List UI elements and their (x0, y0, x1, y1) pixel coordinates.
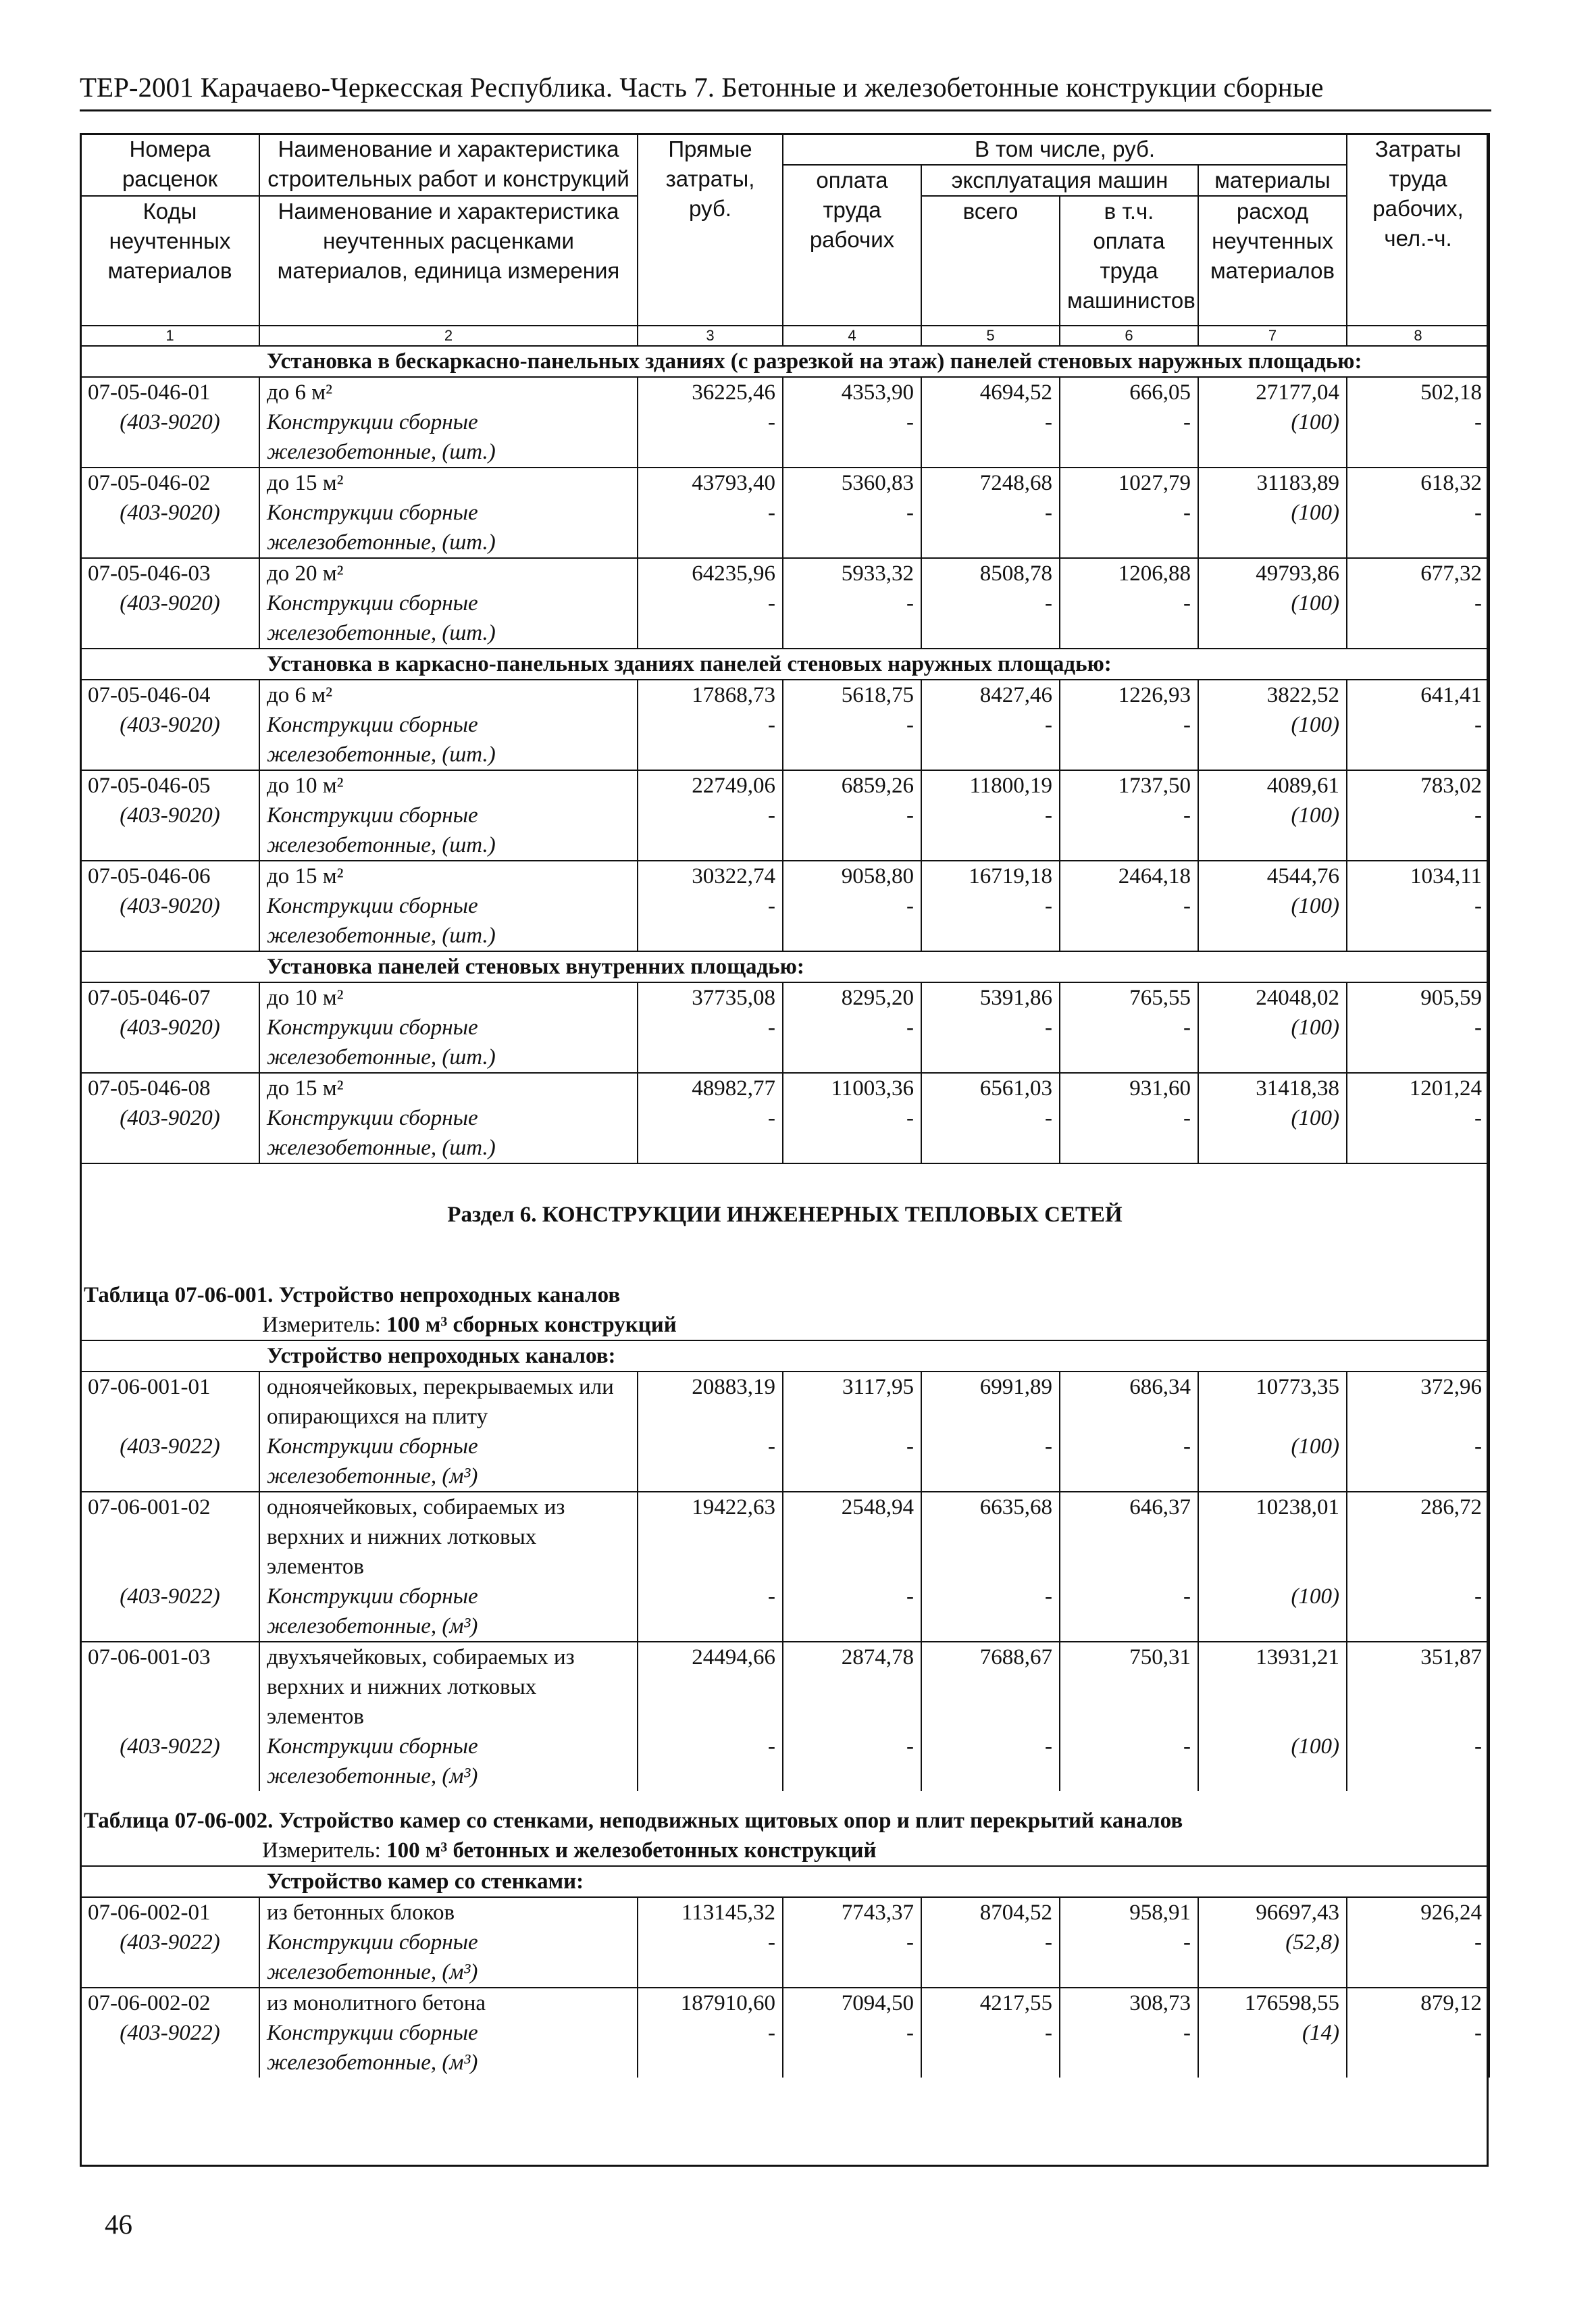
running-header: ТЕР-2001 Карачаево-Черкесская Республика. Часть 7. Бетонные и железобетонные конструкции сборные (80, 68, 1491, 111)
page-number: 46 (105, 2209, 132, 2240)
rate-value: 64235,96 (638, 558, 783, 588)
material-value: (100) (1198, 801, 1347, 861)
rate-value: 24048,02 (1198, 982, 1347, 1013)
material-value: - (1060, 1013, 1198, 1073)
material-value: - (783, 407, 921, 468)
material-value: - (921, 407, 1060, 468)
rate-value: 6859,26 (783, 770, 921, 801)
material-value: - (1347, 498, 1489, 558)
material-code: (403-9020) (80, 891, 259, 951)
rate-value: 22749,06 (638, 770, 783, 801)
rate-code: 07-06-002-02 (80, 1988, 259, 2018)
material-value: (100) (1198, 588, 1347, 649)
material-name: Конструкции сборные железобетонные, (шт.) (259, 891, 638, 951)
col-number: 1 (80, 326, 259, 346)
rate-value: 10773,35 (1198, 1372, 1347, 1432)
rate-value: 16719,18 (921, 861, 1060, 891)
material-value: - (1347, 407, 1489, 468)
rate-value: 1737,50 (1060, 770, 1198, 801)
col-number: 5 (921, 326, 1060, 346)
material-value: - (638, 710, 783, 770)
col-header-labor: Затраты труда рабочих, чел.-ч. (1347, 134, 1489, 326)
rate-value: 6561,03 (921, 1073, 1060, 1103)
rate-value: 37735,08 (638, 982, 783, 1013)
col-number: 7 (1198, 326, 1347, 346)
material-value: - (638, 1013, 783, 1073)
table-subtitle: Устройство непроходных каналов: (80, 1340, 1489, 1372)
material-value: - (921, 2018, 1060, 2078)
material-name: Конструкции сборные железобетонные, (м³) (259, 1432, 638, 1492)
rate-value: 4353,90 (783, 377, 921, 407)
material-value: - (921, 1103, 1060, 1163)
col-number: 3 (638, 326, 783, 346)
rate-value: 176598,55 (1198, 1988, 1347, 2018)
rate-value: 783,02 (1347, 770, 1489, 801)
rate-code: 07-05-046-04 (80, 680, 259, 710)
rate-value: 31183,89 (1198, 468, 1347, 498)
material-code: (403-9022) (80, 1928, 259, 1988)
material-value: - (921, 1432, 1060, 1492)
material-value: (100) (1198, 710, 1347, 770)
work-name: одноячейковых, собираемых из верхних и нижних лотковых элементов (259, 1492, 638, 1582)
rate-value: 641,41 (1347, 680, 1489, 710)
rate-code: 07-05-046-07 (80, 982, 259, 1013)
rate-value: 31418,38 (1198, 1073, 1347, 1103)
rate-value: 1206,88 (1060, 558, 1198, 588)
measure-line (80, 1310, 1489, 1340)
rate-value: 286,72 (1347, 1492, 1489, 1582)
rate-value: 2548,94 (783, 1492, 921, 1582)
material-value: - (1347, 1432, 1489, 1492)
work-name: до 6 м² (259, 377, 638, 407)
measure-label: Измеритель: (262, 1313, 387, 1337)
col-header-material-usage: расход неучтенных материалов (1198, 196, 1347, 326)
col-number: 2 (259, 326, 638, 346)
rate-value: 2874,78 (783, 1642, 921, 1732)
rate-value: 5618,75 (783, 680, 921, 710)
rate-value: 926,24 (1347, 1897, 1489, 1928)
material-value: - (638, 498, 783, 558)
rate-value: 750,31 (1060, 1642, 1198, 1732)
work-name: до 10 м² (259, 982, 638, 1013)
section6-heading: Раздел 6. КОНСТРУКЦИИ ИНЖЕНЕРНЫХ ТЕПЛОВЫХ СЕТЕЙ (80, 1163, 1489, 1265)
material-value: - (921, 801, 1060, 861)
rate-code: 07-06-002-01 (80, 1897, 259, 1928)
material-value: - (1347, 891, 1489, 951)
rate-value: 10238,01 (1198, 1492, 1347, 1582)
rate-value: 19422,63 (638, 1492, 783, 1582)
material-value: - (1347, 588, 1489, 649)
rate-value: 905,59 (1347, 982, 1489, 1013)
rate-value: 8427,46 (921, 680, 1060, 710)
material-value: - (638, 2018, 783, 2078)
material-value: - (783, 1732, 921, 1791)
rate-value: 11800,19 (921, 770, 1060, 801)
rate-value: 8295,20 (783, 982, 921, 1013)
material-value: (100) (1198, 407, 1347, 468)
work-name: до 10 м² (259, 770, 638, 801)
material-value: - (783, 801, 921, 861)
rate-code: 07-05-046-06 (80, 861, 259, 891)
rate-value: 187910,60 (638, 1988, 783, 2018)
col-header-direct-costs: Прямые затраты, руб. (638, 134, 783, 326)
col-header-work-name: Наименование и характеристика строительных работ и конструкций (259, 134, 638, 196)
rate-value: 7743,37 (783, 1897, 921, 1928)
material-value: - (921, 1732, 1060, 1791)
material-code: (403-9020) (80, 1013, 259, 1073)
rate-value: 765,55 (1060, 982, 1198, 1013)
work-name: до 6 м² (259, 680, 638, 710)
material-value: (100) (1198, 891, 1347, 951)
material-name: Конструкции сборные железобетонные, (м³) (259, 2018, 638, 2078)
rate-value: 6635,68 (921, 1492, 1060, 1582)
rate-code: 07-05-046-01 (80, 377, 259, 407)
material-value: - (783, 2018, 921, 2078)
col-header-wages: оплата труда рабочих (783, 165, 921, 326)
material-value: - (638, 1582, 783, 1642)
rate-value: 7094,50 (783, 1988, 921, 2018)
material-code: (403-9022) (80, 1582, 259, 1642)
material-code: (403-9020) (80, 498, 259, 558)
material-name: Конструкции сборные железобетонные, (шт.) (259, 801, 638, 861)
rate-value: 7688,67 (921, 1642, 1060, 1732)
material-name: Конструкции сборные железобетонные, (шт.) (259, 588, 638, 649)
work-name: из бетонных блоков (259, 1897, 638, 1928)
material-value: - (1347, 801, 1489, 861)
table-title: Таблица 07-06-001. Устройство непроходных каналов (80, 1265, 1489, 1310)
rate-code: 07-06-001-01 (80, 1372, 259, 1432)
rate-value: 4544,76 (1198, 861, 1347, 891)
rate-code: 07-06-001-03 (80, 1642, 259, 1732)
rate-value: 11003,36 (783, 1073, 921, 1103)
work-name: до 15 м² (259, 468, 638, 498)
material-value: - (638, 1103, 783, 1163)
rate-value: 1226,93 (1060, 680, 1198, 710)
material-code: (403-9020) (80, 710, 259, 770)
rate-value: 49793,86 (1198, 558, 1347, 588)
material-value: (100) (1198, 1013, 1347, 1073)
material-value: - (921, 1582, 1060, 1642)
price-table (80, 133, 1490, 2078)
col-number: 6 (1060, 326, 1198, 346)
rate-value: 1201,24 (1347, 1073, 1489, 1103)
rate-value: 1034,11 (1347, 861, 1489, 891)
material-name: Конструкции сборные железобетонные, (м³) (259, 1732, 638, 1791)
material-value: (100) (1198, 1103, 1347, 1163)
material-value: - (638, 891, 783, 951)
rate-value: 8508,78 (921, 558, 1060, 588)
measure-value: 100 м³ бетонных и железобетонных конструкций (386, 1838, 877, 1863)
section-title: Установка панелей стеновых внутренних площадью: (80, 951, 1489, 982)
material-value: (100) (1198, 1582, 1347, 1642)
material-name: Конструкции сборные железобетонные, (м³) (259, 1928, 638, 1988)
col-header-rate-numbers: Номера расценок (80, 134, 259, 196)
material-value: - (1060, 1582, 1198, 1642)
col-number: 4 (783, 326, 921, 346)
material-value: - (921, 1013, 1060, 1073)
rate-value: 3822,52 (1198, 680, 1347, 710)
rate-value: 48982,77 (638, 1073, 783, 1103)
rate-value: 677,32 (1347, 558, 1489, 588)
material-code: (403-9020) (80, 588, 259, 649)
rate-value: 17868,73 (638, 680, 783, 710)
work-name: одноячейковых, перекрываемых или опирающихся на плиту (259, 1372, 638, 1432)
section-title: Установка в бескаркасно-панельных зданиях (с разрезкой на этаж) панелей стеновых наружных площадью: (80, 346, 1489, 377)
material-name: Конструкции сборные железобетонные, (шт.) (259, 407, 638, 468)
rate-value: 931,60 (1060, 1073, 1198, 1103)
material-value: - (921, 1928, 1060, 1988)
material-value: - (921, 588, 1060, 649)
material-value: - (921, 891, 1060, 951)
work-name: из монолитного бетона (259, 1988, 638, 2018)
material-value: - (1347, 1582, 1489, 1642)
material-code: (403-9020) (80, 801, 259, 861)
col-header-machines: эксплуатация машин (921, 165, 1198, 196)
material-code: (403-9020) (80, 407, 259, 468)
work-name: до 20 м² (259, 558, 638, 588)
rate-code: 07-06-001-02 (80, 1492, 259, 1582)
rate-value: 618,32 (1347, 468, 1489, 498)
material-value: - (1060, 407, 1198, 468)
material-value: - (1060, 1432, 1198, 1492)
measure-value: 100 м³ сборных конструкций (386, 1313, 677, 1337)
rate-value: 30322,74 (638, 861, 783, 891)
work-name: двухъячейковых, собираемых из верхних и нижних лотковых элементов (259, 1642, 638, 1732)
material-value: - (783, 588, 921, 649)
material-name: Конструкции сборные железобетонные, (шт.) (259, 498, 638, 558)
rate-code: 07-05-046-08 (80, 1073, 259, 1103)
material-code: (403-9022) (80, 2018, 259, 2078)
material-value: - (1060, 710, 1198, 770)
rate-value: 879,12 (1347, 1988, 1489, 2018)
material-value: - (783, 1432, 921, 1492)
rate-value: 5391,86 (921, 982, 1060, 1013)
material-value: - (1060, 2018, 1198, 2078)
work-name: до 15 м² (259, 861, 638, 891)
material-value: - (921, 710, 1060, 770)
work-name: до 15 м² (259, 1073, 638, 1103)
material-value: - (1060, 588, 1198, 649)
material-name: Конструкции сборные железобетонные, (шт.) (259, 1103, 638, 1163)
material-value: - (1060, 1103, 1198, 1163)
rate-value: 9058,80 (783, 861, 921, 891)
rate-value: 2464,18 (1060, 861, 1198, 891)
rate-value: 646,37 (1060, 1492, 1198, 1582)
rate-value: 24494,66 (638, 1642, 783, 1732)
col-header-total: всего (921, 196, 1060, 326)
material-value: (100) (1198, 498, 1347, 558)
table-title: Таблица 07-06-002. Устройство камер со стенками, неподвижных щитовых опор и плит перекрытий каналов (80, 1791, 1489, 1836)
rate-value: 27177,04 (1198, 377, 1347, 407)
material-value: - (638, 588, 783, 649)
material-code: (403-9022) (80, 1732, 259, 1791)
material-value: (14) (1198, 2018, 1347, 2078)
material-value: - (1060, 1732, 1198, 1791)
rate-value: 113145,32 (638, 1897, 783, 1928)
rate-value: 4089,61 (1198, 770, 1347, 801)
material-value: (100) (1198, 1732, 1347, 1791)
col-header-operator-wages: в т.ч. оплата труда машинистов (1060, 196, 1198, 326)
section-title: Установка в каркасно-панельных зданиях панелей стеновых наружных площадью: (80, 649, 1489, 680)
material-value: - (783, 1103, 921, 1163)
material-value: - (783, 891, 921, 951)
col-number: 8 (1347, 326, 1489, 346)
material-code: (403-9020) (80, 1103, 259, 1163)
rate-value: 372,96 (1347, 1372, 1489, 1432)
material-value: - (638, 1432, 783, 1492)
rate-value: 13931,21 (1198, 1642, 1347, 1732)
material-value: - (783, 498, 921, 558)
material-value: (52,8) (1198, 1928, 1347, 1988)
col-header-material-codes: Коды неучтенных материалов (80, 196, 259, 326)
col-header-group: В том числе, руб. (783, 134, 1347, 165)
material-value: (100) (1198, 1432, 1347, 1492)
rate-value: 96697,43 (1198, 1897, 1347, 1928)
rate-code: 07-05-046-02 (80, 468, 259, 498)
material-value: - (1060, 1928, 1198, 1988)
rate-value: 351,87 (1347, 1642, 1489, 1732)
rate-value: 666,05 (1060, 377, 1198, 407)
rate-value: 36225,46 (638, 377, 783, 407)
material-value: - (1347, 1928, 1489, 1988)
material-value: - (638, 1732, 783, 1791)
material-name: Конструкции сборные железобетонные, (шт.) (259, 1013, 638, 1073)
rate-value: 4694,52 (921, 377, 1060, 407)
rate-value: 5360,83 (783, 468, 921, 498)
rate-value: 686,34 (1060, 1372, 1198, 1432)
material-value: - (1347, 1103, 1489, 1163)
rate-value: 308,73 (1060, 1988, 1198, 2018)
material-code: (403-9022) (80, 1432, 259, 1492)
rate-value: 7248,68 (921, 468, 1060, 498)
material-value: - (783, 710, 921, 770)
material-value: - (1060, 891, 1198, 951)
rate-value: 958,91 (1060, 1897, 1198, 1928)
material-value: - (1347, 1013, 1489, 1073)
rate-value: 4217,55 (921, 1988, 1060, 2018)
col-header-materials: материалы (1198, 165, 1347, 196)
material-value: - (921, 498, 1060, 558)
rate-value: 20883,19 (638, 1372, 783, 1432)
rate-code: 07-05-046-05 (80, 770, 259, 801)
material-name: Конструкции сборные железобетонные, (шт.) (259, 710, 638, 770)
measure-label: Измеритель: (262, 1838, 387, 1863)
material-value: - (1347, 2018, 1489, 2078)
material-value: - (638, 801, 783, 861)
rate-code: 07-05-046-03 (80, 558, 259, 588)
material-value: - (1347, 1732, 1489, 1791)
material-value: - (783, 1582, 921, 1642)
rate-value: 43793,40 (638, 468, 783, 498)
rate-value: 1027,79 (1060, 468, 1198, 498)
material-value: - (1060, 801, 1198, 861)
material-value: - (638, 1928, 783, 1988)
material-value: - (783, 1013, 921, 1073)
table-subtitle: Устройство камер со стенками: (80, 1866, 1489, 1897)
rate-value: 5933,32 (783, 558, 921, 588)
material-value: - (783, 1928, 921, 1988)
col-header-material-name: Наименование и характеристика неучтенных расценками материалов, единица измерения (259, 196, 638, 326)
rate-value: 502,18 (1347, 377, 1489, 407)
measure-line (80, 1836, 1489, 1866)
rate-value: 8704,52 (921, 1897, 1060, 1928)
rate-value: 3117,95 (783, 1372, 921, 1432)
rate-value: 6991,89 (921, 1372, 1060, 1432)
material-value: - (1060, 498, 1198, 558)
material-value: - (638, 407, 783, 468)
material-name: Конструкции сборные железобетонные, (м³) (259, 1582, 638, 1642)
material-value: - (1347, 710, 1489, 770)
